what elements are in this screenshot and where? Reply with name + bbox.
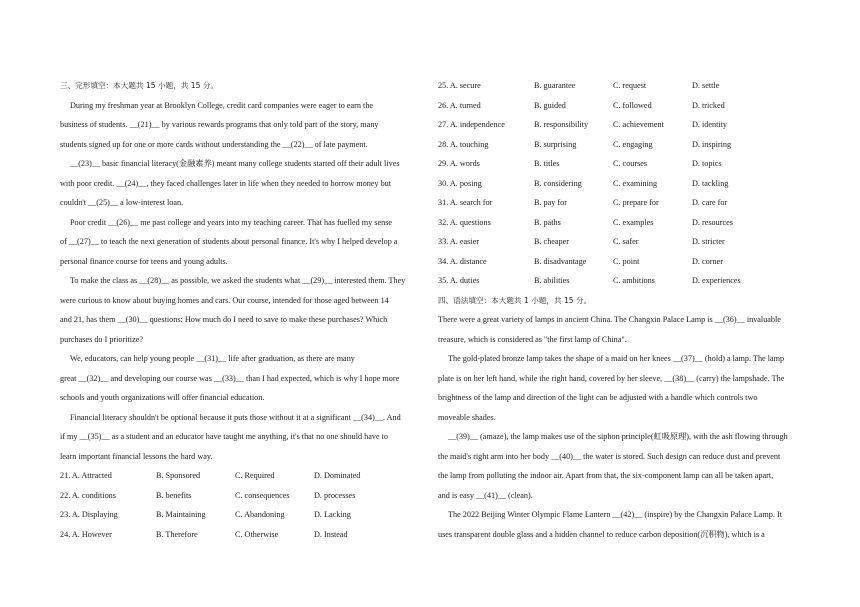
passage-line: and 21, has them __(30)__ questions: How much do I need to save to make these purchases? Which	[60, 315, 388, 324]
option-choice: 32. A. questions	[438, 217, 491, 227]
option-choice: D. Instead	[314, 529, 348, 539]
option-choice: 35. A. duties	[438, 276, 480, 285]
passage-line: The gold-plated bronze lamp takes the shape of a maid on her knees __(37)__ (hold) a lamp. The lamp	[448, 354, 785, 363]
option-row	[438, 76, 798, 96]
option-choice: B. considering	[534, 178, 582, 188]
passage-line: The 2022 Beijing Winter Olympic Flame Lantern __(42)__ (inspire) by the Changxin Palace Lamp. It	[448, 510, 782, 519]
cloze-options	[60, 466, 417, 544]
option-choice: D. experiences	[692, 276, 741, 285]
passage-line: __(39)__ (amaze), the lamp makes use of the siphon principle(虹吸原理), with the ash flowing through	[448, 432, 788, 441]
passage-line: There were a great variety of lamps in ancient China. The Changxin Palace Lamp is __(36)__ invaluable	[438, 315, 781, 324]
passage-line: and is easy __(41)__ (clean).	[438, 490, 533, 500]
option-row	[438, 115, 798, 135]
option-choice: D. inspiring	[692, 139, 732, 149]
passage-line: the maid's right arm into her body __(40)__ the water is stored. Such design can reduce dust and prevent	[438, 451, 781, 461]
option-choice: 23. A. Displaying	[60, 510, 118, 519]
option-choice: B. paths	[534, 217, 561, 227]
option-choice: D. care for	[692, 198, 728, 207]
option-choice: C. courses	[613, 159, 648, 168]
option-choice: B. surprising	[534, 139, 577, 149]
passage-line: personal finance course for teens and young adults.	[60, 256, 228, 266]
section-four-heading: 四、语法填空：本大题共 1 小题，共 15 分。	[438, 295, 592, 305]
right-column	[438, 76, 798, 544]
section-three-heading: 三、完形填空：本大题共 15 小题，共 15 分。	[60, 81, 219, 90]
passage-line: treasure, which is considered as "the first lamp of China".	[438, 334, 627, 344]
option-choice: 33. A. easier	[438, 237, 479, 246]
option-row	[438, 96, 798, 116]
option-choice: D. processes	[314, 490, 356, 500]
passage-line: uses transparent double glass and a hidden channel to reduce carbon deposition(沉积物), which is a	[438, 529, 765, 539]
option-choice: B. benefits	[156, 490, 192, 500]
passage-line: moveable shades.	[438, 412, 496, 422]
option-choice: B. Maintaining	[156, 510, 206, 519]
option-choice: B. cheaper	[534, 237, 570, 246]
passage-line: __(23)__ basic financial literacy(金融素养) meant many college students started off their adult lives	[70, 159, 400, 168]
option-choice: 24. A. However	[60, 529, 112, 539]
option-choice: D. corner	[692, 256, 723, 266]
option-row	[438, 174, 798, 194]
option-row	[60, 505, 417, 525]
option-choice: 29. A. words	[438, 159, 480, 168]
cloze-passage	[60, 96, 417, 467]
option-choice: B. disadvantage	[534, 256, 587, 266]
passage-line: brightness of the lamp and direction of the light can be adjusted with a handle which controls two	[438, 393, 758, 402]
option-choice: B. responsibility	[534, 120, 589, 129]
passage-line: business of students. __(21)__ by various rewards programs that only told part of the story, many	[60, 120, 379, 129]
passage-line: couldn't __(25)__ a low-interest loan.	[60, 198, 184, 207]
option-choice: 25. A. secure	[438, 81, 481, 90]
passage-line: Poor credit __(26)__ me past college and years into my teaching career. That has fuelled my sense	[70, 217, 393, 227]
passage-line: We, educators, can help young people __(31)__ life after graduation, as there are many	[70, 354, 355, 363]
option-choice: C. examining	[613, 178, 658, 188]
option-choice: C. Required	[235, 471, 275, 480]
passage-line: if my __(35)__ as a student and an educator have taught me anything, it's that no one should have to	[60, 432, 388, 441]
option-choice: 26. A. turned	[438, 100, 481, 110]
option-choice: D. topics	[692, 159, 722, 168]
option-choice: C. Abandoning	[235, 510, 285, 519]
option-choice: C. point	[613, 256, 640, 266]
passage-line: students signed up for one or more cards without understanding the __(22)__ of late payment.	[60, 139, 368, 149]
passage-line: Financial literacy shouldn't be optional because it puts those without it at a significant __(34)__. And	[70, 412, 401, 422]
passage-line: During my freshman year at Brooklyn College, credit card companies were eager to earn the	[70, 100, 374, 110]
passage-line: were curious to know about buying homes and cars. Our course, intended for those aged between 14	[60, 295, 389, 305]
passage-line: of __(27)__ to teach the next generation of students about personal finance. It's why I helped develop a	[60, 237, 398, 246]
option-choice: C. ambitions	[613, 276, 655, 285]
option-row	[438, 252, 798, 272]
option-choice: B. guarantee	[534, 81, 576, 90]
grammar-passage	[438, 310, 798, 544]
option-choice: D. Dominated	[314, 471, 361, 480]
option-choice: 22. A. conditions	[60, 490, 116, 500]
passage-line: great __(32)__ and developing our course was __(33)__ than I had expected, which is why I hope more	[60, 373, 400, 383]
option-choice: C. request	[613, 81, 647, 90]
option-choice: D. identity	[692, 120, 728, 129]
passage-line: purchases do I prioritize?	[60, 334, 143, 344]
option-choice: 27. A. independence	[438, 120, 505, 129]
option-choice: B. pay for	[534, 198, 567, 207]
option-choice: C. safer	[613, 237, 639, 246]
option-row	[438, 213, 798, 233]
option-row	[60, 486, 417, 506]
passage-line: learn important financial lessons the hard way.	[60, 451, 213, 461]
option-choice: 34. A. distance	[438, 256, 487, 266]
option-choice: B. Sponsored	[156, 471, 201, 480]
option-choice: D. stricter	[692, 237, 725, 246]
option-choice: C. engaging	[613, 139, 653, 149]
passage-line: To make the class as __(28)__ as possible, we asked the students what __(29)__ interested them. They	[70, 276, 406, 285]
option-row	[438, 271, 798, 291]
option-row	[60, 525, 417, 545]
option-choice: D. tackling	[692, 178, 729, 188]
option-choice: 28. A. touching	[438, 139, 489, 149]
option-choice: B. abilities	[534, 276, 570, 285]
option-choice: C. followed	[613, 100, 652, 110]
passage-line: the lamp from polluting the indoor air. Apart from that, the six-component lamp can all be taken apart,	[438, 471, 774, 480]
option-choice: C. consequences	[235, 490, 290, 500]
passage-line: plate is on her left hand, while the right hand, covered by her sleeve, __(38)__ (carry) the lampshade. The	[438, 373, 785, 383]
option-choice: C. examples	[613, 217, 654, 227]
option-choice: C. prepare for	[613, 198, 659, 207]
option-choice: B. Therefore	[156, 529, 198, 539]
option-choice: B. guided	[534, 100, 566, 110]
option-row	[438, 232, 798, 252]
option-choice: 21. A. Attracted	[60, 471, 112, 480]
option-choice: C. achievement	[613, 120, 664, 129]
passage-line: with poor credit. __(24)__, they faced challenges later in life when they needed to borrow money but	[60, 178, 392, 188]
option-row	[438, 193, 798, 213]
passage-line: schools and youth organizations will offer financial education.	[60, 393, 265, 402]
option-choice: D. Lacking	[314, 510, 351, 519]
option-row	[438, 135, 798, 155]
option-choice: C. Otherwise	[235, 529, 279, 539]
left-column	[60, 76, 417, 544]
option-row	[60, 466, 417, 486]
option-choice: D. settle	[692, 81, 720, 90]
option-choice: D. resources	[692, 217, 733, 227]
cloze-options-continued	[438, 76, 798, 291]
option-choice: 30. A. posing	[438, 178, 482, 188]
option-row	[438, 154, 798, 174]
option-choice: B. titles	[534, 159, 560, 168]
option-choice: 31. A. search for	[438, 198, 493, 207]
option-choice: D. tricked	[692, 100, 725, 110]
